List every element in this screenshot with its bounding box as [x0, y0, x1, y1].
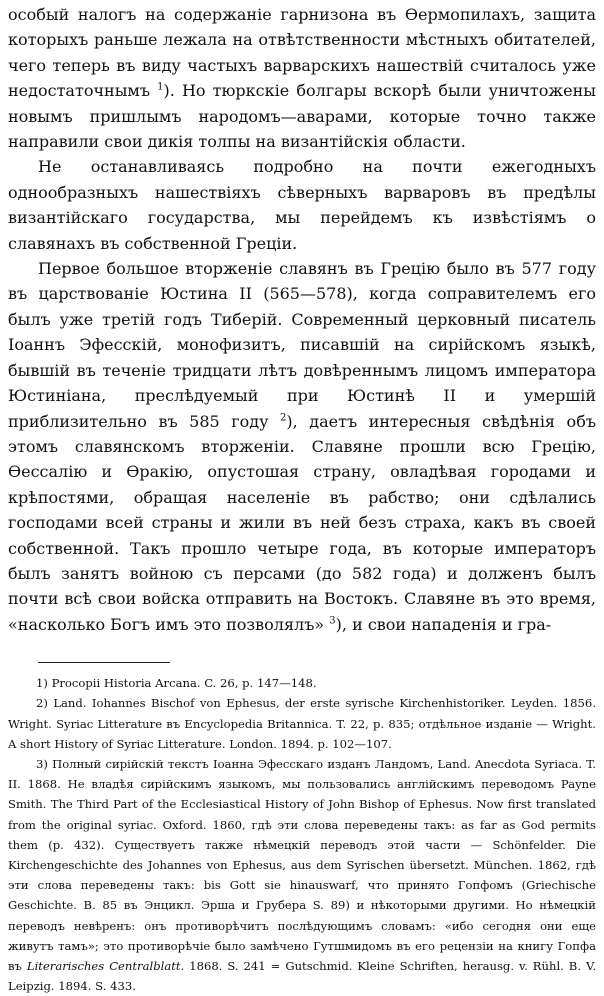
footnote-1: 1) Procopii Historia Arcana. C. 26, p. 147—148. [36, 676, 317, 691]
footnote-3-text-b: . 1868. S. 241 = Gutschmid. Kleine Schriften, herausg. v. Rühl. B. V. Leipzig. 1894. S. 433. [8, 959, 597, 994]
paragraph-2: Не останавливаясь подробно на почти ежегодныхъ однообразныхъ нашествіяхъ сѣверныхъ варваровъ въ предѣлы византійскаго государства, мы перейдемъ къ извѣстіямъ о славянахъ въ собственной Греціи. [8, 157, 596, 253]
footnote-ref-1: 1 [157, 81, 164, 93]
paragraph-1-text-b: ). Но тюркскіе болгары вскорѣ были уничтожены новымъ пришлымъ народомъ—аварами, которые точно также направили свои дикія толпы на византійскія области. [8, 81, 597, 152]
paragraph-3-text-b: ), даетъ интересныя свѣдѣнія объ этомъ славянскомъ вторженіи. Славяне прошли всю Грецію, Ѳессалію и Ѳракію, опустошая страну, овладѣвая городами и крѣпостями, обращая населеніе въ рабство; они сдѣлались господами всей страны и жили въ ней безъ страха, какъ въ своей собственной. Такъ прошло четыре года, въ которые императоръ былъ занятъ войною съ персами (до 582 года) и долженъ былъ почти всѣ свои войска отправить на Востокъ. Славяне въ это время, «насколько Богъ имъ это позволялъ» [8, 411, 596, 634]
footnote-2: 2) Land. Iohannes Bischof von Ephesus, der erste syrische Kirchenhistoriker. Leyden. 1856. Wright. Syriac Litterature въ Encyclopedia Britannica. T. 22, p. 835; отдѣльное изданіе — Wright. A short History of Syriac Litterature. London. 1894. p. 102—107. [8, 696, 596, 751]
paragraph-1 [8, 2, 596, 154]
footnotes [8, 673, 596, 996]
main-text [8, 2, 596, 637]
paragraph-1-text-a: особый налогъ на содержаніе гарнизона въ Ѳермопилахъ, защита которыхъ раньше лежала на отвѣтственности мѣстныхъ обитателей, чего теперь въ виду частыхъ варварскихъ нашествій считалось уже недостаточнымъ [8, 5, 596, 101]
footnote-3-text-a: 3) Полный сирійскій текстъ Іоанна Эфесскаго изданъ Ландомъ, Land. Anecdota Syriaca. T. II. 1868. Не владѣя сирійскимъ языкомъ, мы пользовались англійскимъ переводомъ Payne Smith. The Third Part of the Ecclesiastical History of John Bishop of Ephesus. Now first translated from the original syriac. Oxford. 1860, гдѣ эти слова переведены такъ: as far as God permits them (p. 432). Существуетъ также нѣмецкій переводъ этой части — Schönfelder. Die Kirchengeschichte des Johannes von Ephesus, aus dem Syrischen übersetzt. München. 1862, гдѣ эти слова переведены такъ: bis Gott sie hinauswarf, что принято Гопфомъ (Griechische Geschichte. B. 85 въ Энцикл. Эрша и Грубера S. 89) и нѣкоторыми другими. Но нѣмецкій переводъ невѣренъ: онъ противорѣчитъ послѣдующимъ словамъ: «ибо сегодня они еще живутъ тамъ»; это противорѣчіе было замѣчено Гутшмидомъ въ его рецензіи на книгу Гопфа въ [8, 756, 596, 973]
paragraph-3 [8, 256, 596, 637]
footnote-divider [38, 662, 170, 663]
footnote-ref-3: 3 [329, 615, 336, 627]
footnote-3-journal: Literarisches Centralblatt [26, 959, 181, 973]
paragraph-3-text-c: ), и свои нападенія и гра- [335, 614, 552, 634]
footnote-3 [8, 754, 596, 996]
paragraph-3-text-a: Первое большое вторженіе славянъ въ Грецію было въ 577 году въ царствованіе Юстина II (565—578), когда соправителемъ его былъ уже третій годъ Тиберій. Современный церковный писатель Іоаннъ Эфесскій, монофизитъ, писавшій на сирійскомъ языкѣ, бывшій въ теченіе тридцати лѣтъ довѣреннымъ лицомъ императора Юстиніана, преслѣдуемый при Юстинѣ II и умершій приблизительно въ 585 году [8, 259, 596, 431]
footnote-ref-2: 2 [280, 412, 287, 424]
